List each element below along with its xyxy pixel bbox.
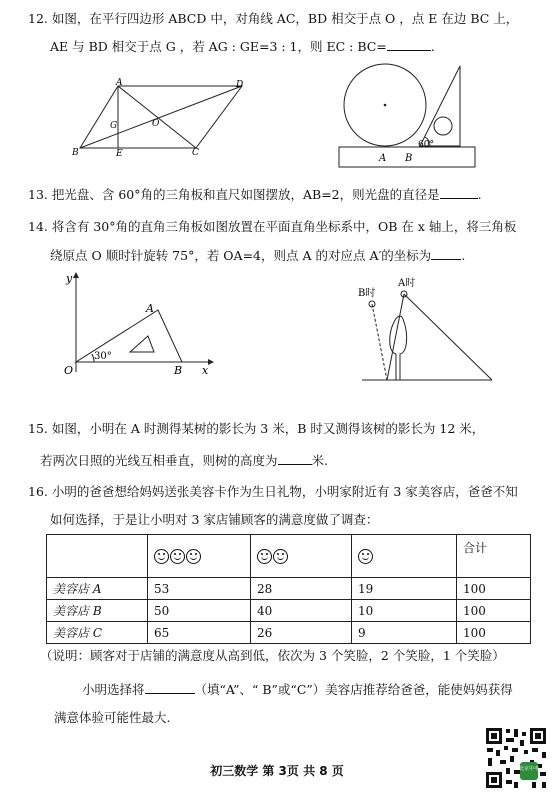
cell-one: 10 — [352, 600, 457, 622]
triangle-hole — [434, 117, 452, 135]
q16-answer-rest: （填“A”、“ B”或“C”）美容店推荐给爸爸，能使妈妈获得 — [194, 682, 513, 697]
q13-line — [28, 186, 482, 203]
table-header-row — [47, 535, 531, 578]
q14-answer-blank — [431, 247, 461, 260]
disc-triangle-ruler-figure — [335, 62, 490, 174]
q15-line2-text: 若两次日照的光线互相垂直，则树的高度为 — [40, 453, 278, 468]
store-name: 美容店 A — [47, 578, 148, 600]
label-o: O — [64, 364, 74, 377]
q16-answer-line2: 满意体验可能性最大. — [54, 710, 171, 725]
b-time-label: B时 — [358, 288, 376, 299]
label-e: E — [116, 149, 123, 159]
cell-two: 28 — [251, 578, 352, 600]
q16-answer-line — [82, 681, 513, 698]
smile-icon — [186, 549, 201, 564]
a-time-label: A时 — [398, 278, 416, 289]
cell-total: 100 — [457, 578, 531, 600]
header-empty-cell — [47, 535, 148, 578]
label-a: A — [379, 153, 387, 164]
q14-line2 — [50, 247, 465, 264]
q16-answer-text: 小明选择将 — [82, 682, 145, 697]
label-d: D — [236, 80, 244, 90]
angle-label: 30° — [94, 351, 112, 362]
q12-answer-blank — [387, 38, 431, 51]
cell-two: 40 — [251, 600, 352, 622]
y-arrow-head — [73, 272, 79, 278]
diagonal-ac — [118, 86, 196, 148]
q16-line1: 16. 小明的爸爸想给妈妈送张美容卡作为生日礼物，小明家附近有 3 家美容店，爸爸不知 — [28, 484, 518, 499]
label-g: G — [110, 121, 118, 131]
q12-line2-end: . — [430, 39, 435, 54]
q12-line2 — [50, 38, 435, 55]
y-axis-label: y — [66, 272, 73, 285]
label-b: B — [405, 153, 413, 164]
label-b: B — [174, 364, 183, 377]
parallelogram-figure — [60, 76, 260, 160]
smile-icon — [154, 549, 169, 564]
q13-answer-blank — [440, 186, 478, 199]
q16-note: （说明：顾客对于店铺的满意度从高到低，依次为 3 个笑脸，2 个笑脸，1 个笑脸） — [40, 648, 505, 663]
smile-icon — [273, 549, 288, 564]
q15-line2 — [40, 452, 328, 469]
q16-line2: 如何选择，于是让小明对 3 家店铺顾客的满意度做了调查： — [50, 512, 379, 527]
cell-total: 100 — [457, 600, 531, 622]
header-three-smiles — [148, 535, 251, 578]
store-name: 美容店 C — [47, 622, 148, 644]
label-c: C — [192, 148, 199, 158]
q13-text: 13. 把光盘、含 60°角的三角板和直尺如图摆放，AB=2，则光盘的直径是 — [28, 187, 440, 202]
label-a: A — [116, 78, 123, 88]
q12-line2-text: AE 与 BD 相交于点 G ，若 AG : GE=3 : 1，则 EC : BC= — [50, 39, 387, 54]
q12-line1: 12. 如图，在平行四边形 ABCD 中，对角线 AC，BD 相交于点 O ，点 E 在边 BC 上， — [28, 11, 519, 26]
q14-line2-text: 绕原点 O 顺时针旋转 75°，若 OA=4，则点 A 的对应点 A′的坐标为 — [50, 248, 432, 263]
cell-two: 26 — [251, 622, 352, 644]
ray-a — [404, 294, 492, 380]
cell-one: 9 — [352, 622, 457, 644]
q15-end: 米. — [311, 453, 328, 468]
qr-badge-text: 北京中考 — [518, 766, 540, 772]
diagonal-bd — [80, 86, 242, 148]
angle-label: 60° — [418, 140, 434, 150]
smile-icon — [257, 549, 272, 564]
coordinate-triangle-figure — [58, 272, 218, 382]
cell-one: 19 — [352, 578, 457, 600]
x-axis-label: x — [202, 364, 209, 377]
q13-end: . — [477, 187, 482, 202]
q15-line1: 15. 如图，小明在 A 时测得某树的影长为 3 米，B 时又测得该树的影长为 12 米， — [28, 421, 485, 436]
table-row — [47, 578, 531, 600]
q14-end: . — [461, 248, 466, 263]
cell-three: 50 — [148, 600, 251, 622]
page-footer: 初三数学 第 3页 共 8 页 — [210, 764, 344, 778]
cell-total: 100 — [457, 622, 531, 644]
q16-answer-blank — [145, 681, 195, 694]
table-row — [47, 600, 531, 622]
ray-b — [372, 304, 387, 380]
header-one-smile — [352, 535, 457, 578]
q15-answer-blank — [278, 452, 312, 465]
cell-three: 53 — [148, 578, 251, 600]
disc-center — [384, 104, 387, 107]
tree-shadow-figure — [352, 274, 497, 386]
header-two-smiles — [251, 535, 352, 578]
triangle-inner-hole — [130, 336, 154, 352]
cell-three: 65 — [148, 622, 251, 644]
label-a: A — [146, 302, 154, 315]
label-o: O — [152, 119, 160, 129]
x-arrow-head — [208, 359, 214, 365]
satisfaction-table — [46, 534, 531, 644]
header-total: 合计 — [457, 535, 531, 578]
store-name: 美容店 B — [47, 600, 148, 622]
q14-line1: 14. 将含有 30°角的直角三角板如图放置在平面直角坐标系中，OB 在 x 轴上，将三角板 — [28, 219, 517, 234]
table-row — [47, 622, 531, 644]
smile-icon — [170, 549, 185, 564]
smile-icon — [358, 549, 373, 564]
qr-code-icon — [484, 726, 548, 790]
label-b: B — [72, 148, 79, 158]
